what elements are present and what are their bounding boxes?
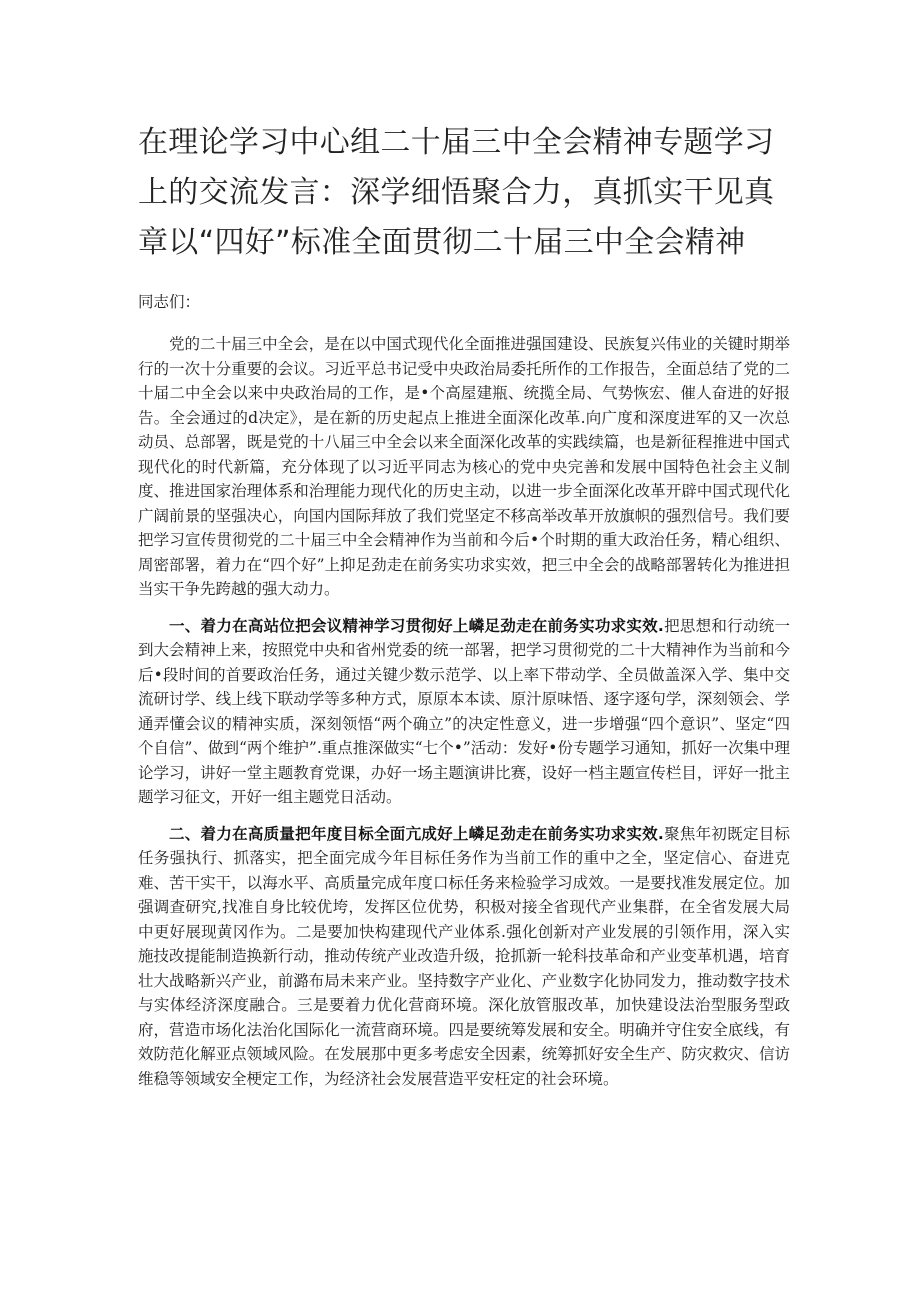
section-body-2: 聚焦年初既定目标任务强执行、抓落实，把全面完成今年目标任务作为当前工作的重中之全，坚定信心、奋进克难、苦干实干，以海水平、高质量完成年度口标任务来检验学习成效。一是要找准发展定位。加强调查研究,找准自身比较优垮，发挥区位优势，积极对接全省现代产业集群，在全省发展大局中更好展现黄冈作为。二是要加快构建现代产业体系.强化创新对产业发展的引领作用，深入实施技改提能制造换新行动，推动传统产业改造升级，抢抓新一轮科技革命和产业变革机遇，培育壮大战略新兴产业，前潞布局未来产业。坚持数字产业化、产业数字化协同发力，推动数字技术与实体经济深度融合。三是要着力优化营商环境。深化放管服改革，加快建设法治型服务型政府，营造市场化法治化国际化一流营商环境。四是要统筹发展和安全。明确并守住安全底线，有效防范化解亚点领域风险。在发展那中更多考虑安全因素，统筹抓好安全生产、防灾救灾、信访维稳等领域安全梗定工作，为经济社会发展营造平安枉定的社会环境。 [138,824,790,1088]
greeting: 同志们： [138,293,201,311]
section-paragraph-1 [138,614,790,810]
section-paragraph-2 [138,822,790,1092]
intro-paragraph: 党的二十届三中全会，是在以中国式现代化全面推进强国建设、民族复兴伟业的关键时期举行的一次十分重要的会议。习近平总书记受中央政治局委托所作的工作报告，全面总结了党的二十届二中全会以来中央政治局的工作，是•个高屋建瓶、统揽全局、气势恢宏、催人奋进的好报告。全会通过的d决定》，是在新的历史起点上推进全面深化改革.向广度和深度进军的又一次总动员、总部署，既是党的十八届三中全会以来全面深化改革的实践续篇，也是新征程推进中国式现代化的时代新篇，充分体现了以习近平同志为核心的党中央完善和发展中国特色社会主义制度、推进国家治理体系和治理能力现代化的历史主动，以进一步全面深化改革开辟中国式现代化广阔前景的坚强决心，向国内国际拜放了我们党坚定不移高举改革开放旗帜的强烈信号。我们要把学习宣传贯彻党的二十届三中全会精神作为当前和今后•个时期的重大政治任务，精心组织、周密部署，着力在“四个好”上抑足劲走在前务实功求实效，把三中全会的战略部署转化为推进担当实干争先跨越的强大动力。 [138,335,790,598]
document-title: 在理论学习中心组二十届三中全会精神专题学习上的交流发言：深学细悟聚合力，真抓实干见真章以“四好”标准全面贯彻二十届三中全会精神 [138,125,775,260]
section-heading-2: 二、着力在高质量把年度目标全面亢成好上嶙足劲走在前务实功求实效. [169,824,664,843]
document-page [138,118,790,1103]
section-heading-1: 一、着力在高站位把会议精神学习贯彻好上嶙足劲走在前务实功求实效. [169,616,664,635]
section-body-1: 把思想和行动统一到大会精神上来，按照党中央和省州党委的统一部署，把学习贯彻党的二十大精神作为当前和今后•段时间的首要政治任务，通过关键少数示范学、以上率下带动学、全员做盖深入学、集中交流研讨学、线上线下联动学等多种方式，原原本本读、原汁原味悟、逐字逐句学，深刻领会、学通弄懂会议的精神实质，深刻领悟“两个确立”的决定性意义，进一步增强“四个意识”、坚定“四个自信”、做到“两个维护”.重点推深做实“七个•”活动：发好•份专题学习通知，抓好一次集中理论学习，讲好一堂主题教育党课，办好一场主题演讲比赛，设好一档主题宣传栏目，评好一批主题学习征文，开好一组主题党日活动。 [138,616,790,806]
